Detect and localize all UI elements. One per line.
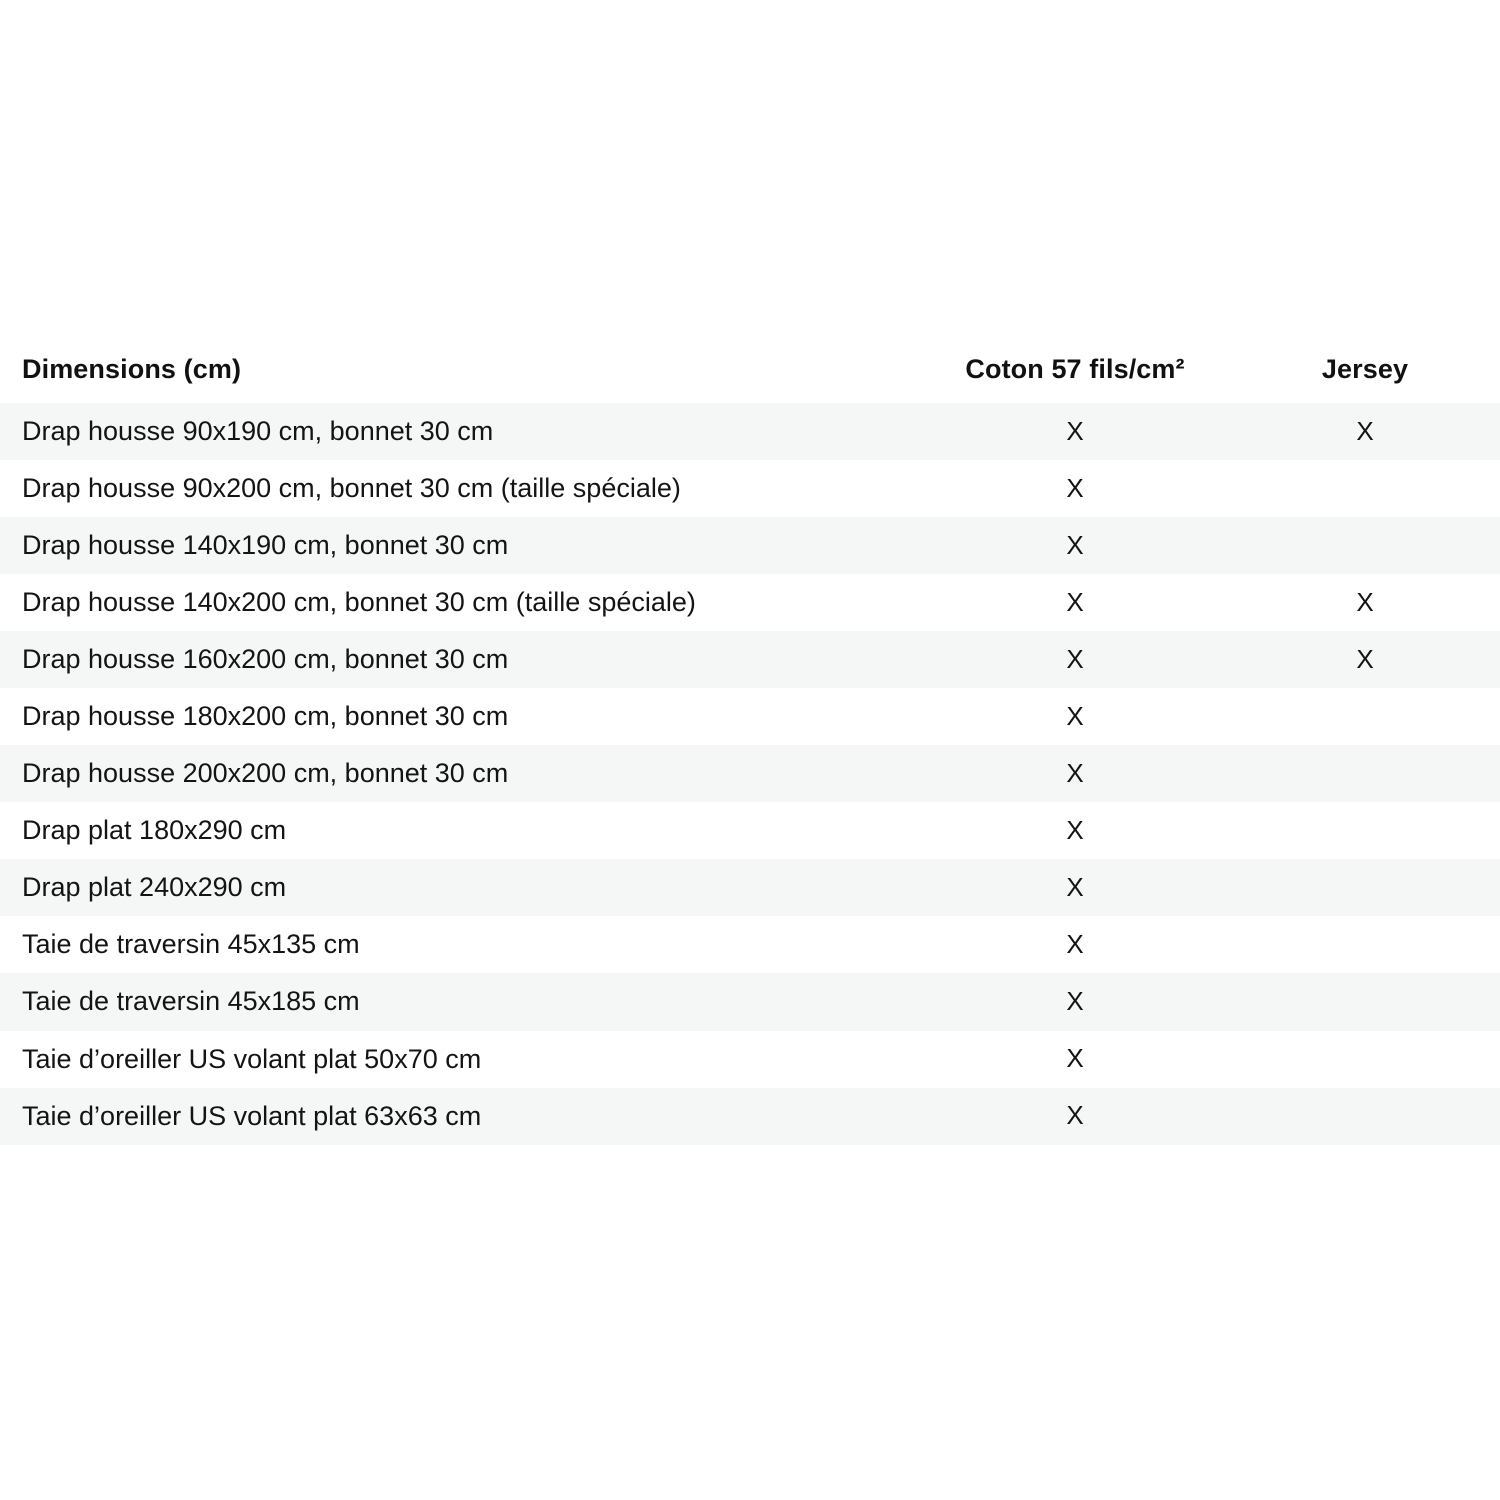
cell-coton: X [1066, 757, 1084, 788]
cell-jersey [1230, 802, 1500, 859]
cell-coton: X [1066, 929, 1084, 959]
cell-dimension: Drap plat 240x290 cm [22, 872, 287, 903]
cell-dimension: Drap housse 200x200 cm, bonnet 30 cm [22, 758, 509, 789]
size-availability-table-wrapper [0, 348, 1500, 1145]
cell-dimension: Drap plat 180x290 cm [22, 815, 287, 846]
table-row [0, 460, 1500, 517]
cell-coton: X [1066, 814, 1084, 845]
cell-jersey [1230, 1088, 1500, 1145]
cell-coton: X [1066, 1043, 1084, 1074]
cell-dimension: Taie de traversin 45x185 cm [22, 986, 360, 1017]
size-availability-table [0, 348, 1500, 1145]
cell-coton: X [1066, 1100, 1084, 1131]
column-header-dimensions: Dimensions (cm) [22, 354, 242, 384]
cell-jersey [1230, 973, 1500, 1030]
cell-coton: X [1066, 986, 1084, 1017]
cell-dimension: Drap housse 90x200 cm, bonnet 30 cm (taille spéciale) [22, 473, 681, 504]
table-row [0, 745, 1500, 802]
cell-dimension: Drap housse 90x190 cm, bonnet 30 cm [22, 416, 494, 446]
cell-jersey: X [1356, 415, 1374, 446]
cell-jersey [1230, 859, 1500, 916]
cell-jersey [1230, 916, 1500, 973]
cell-dimension: Drap housse 160x200 cm, bonnet 30 cm [22, 644, 509, 675]
cell-coton: X [1066, 871, 1084, 902]
table-row [0, 973, 1500, 1030]
cell-dimension: Drap housse 140x200 cm, bonnet 30 cm (taille spéciale) [22, 587, 696, 618]
table-row [0, 1031, 1500, 1088]
cell-jersey [1230, 517, 1500, 574]
cell-dimension: Taie d’oreiller US volant plat 50x70 cm [22, 1043, 482, 1074]
cell-dimension: Taie de traversin 45x135 cm [22, 929, 360, 960]
cell-dimension: Drap housse 140x190 cm, bonnet 30 cm [22, 530, 509, 561]
cell-coton: X [1066, 700, 1084, 731]
cell-coton: X [1066, 586, 1084, 617]
table-row [0, 403, 1500, 460]
cell-dimension: Taie d’oreiller US volant plat 63x63 cm [22, 1100, 482, 1131]
table-row [0, 517, 1500, 574]
cell-jersey [1230, 688, 1500, 745]
table-header [0, 348, 1500, 403]
cell-jersey: X [1356, 643, 1374, 674]
cell-coton: X [1066, 415, 1084, 446]
cell-jersey [1230, 745, 1500, 802]
table-row [0, 859, 1500, 916]
table-row [0, 802, 1500, 859]
cell-jersey [1230, 460, 1500, 517]
cell-jersey: X [1356, 586, 1374, 617]
column-header-jersey: Jersey [1321, 354, 1409, 384]
cell-coton: X [1066, 472, 1084, 503]
cell-coton: X [1066, 529, 1084, 560]
table-row [0, 574, 1500, 631]
table-row [0, 631, 1500, 688]
table-body [0, 403, 1500, 1145]
cell-coton: X [1066, 643, 1084, 674]
table-row [0, 688, 1500, 745]
table-header-row [0, 348, 1500, 403]
table-row [0, 916, 1500, 973]
cell-dimension: Drap housse 180x200 cm, bonnet 30 cm [22, 701, 509, 732]
cell-jersey [1230, 1031, 1500, 1088]
table-row [0, 1088, 1500, 1145]
column-header-coton: Coton 57 fils/cm² [965, 354, 1185, 384]
